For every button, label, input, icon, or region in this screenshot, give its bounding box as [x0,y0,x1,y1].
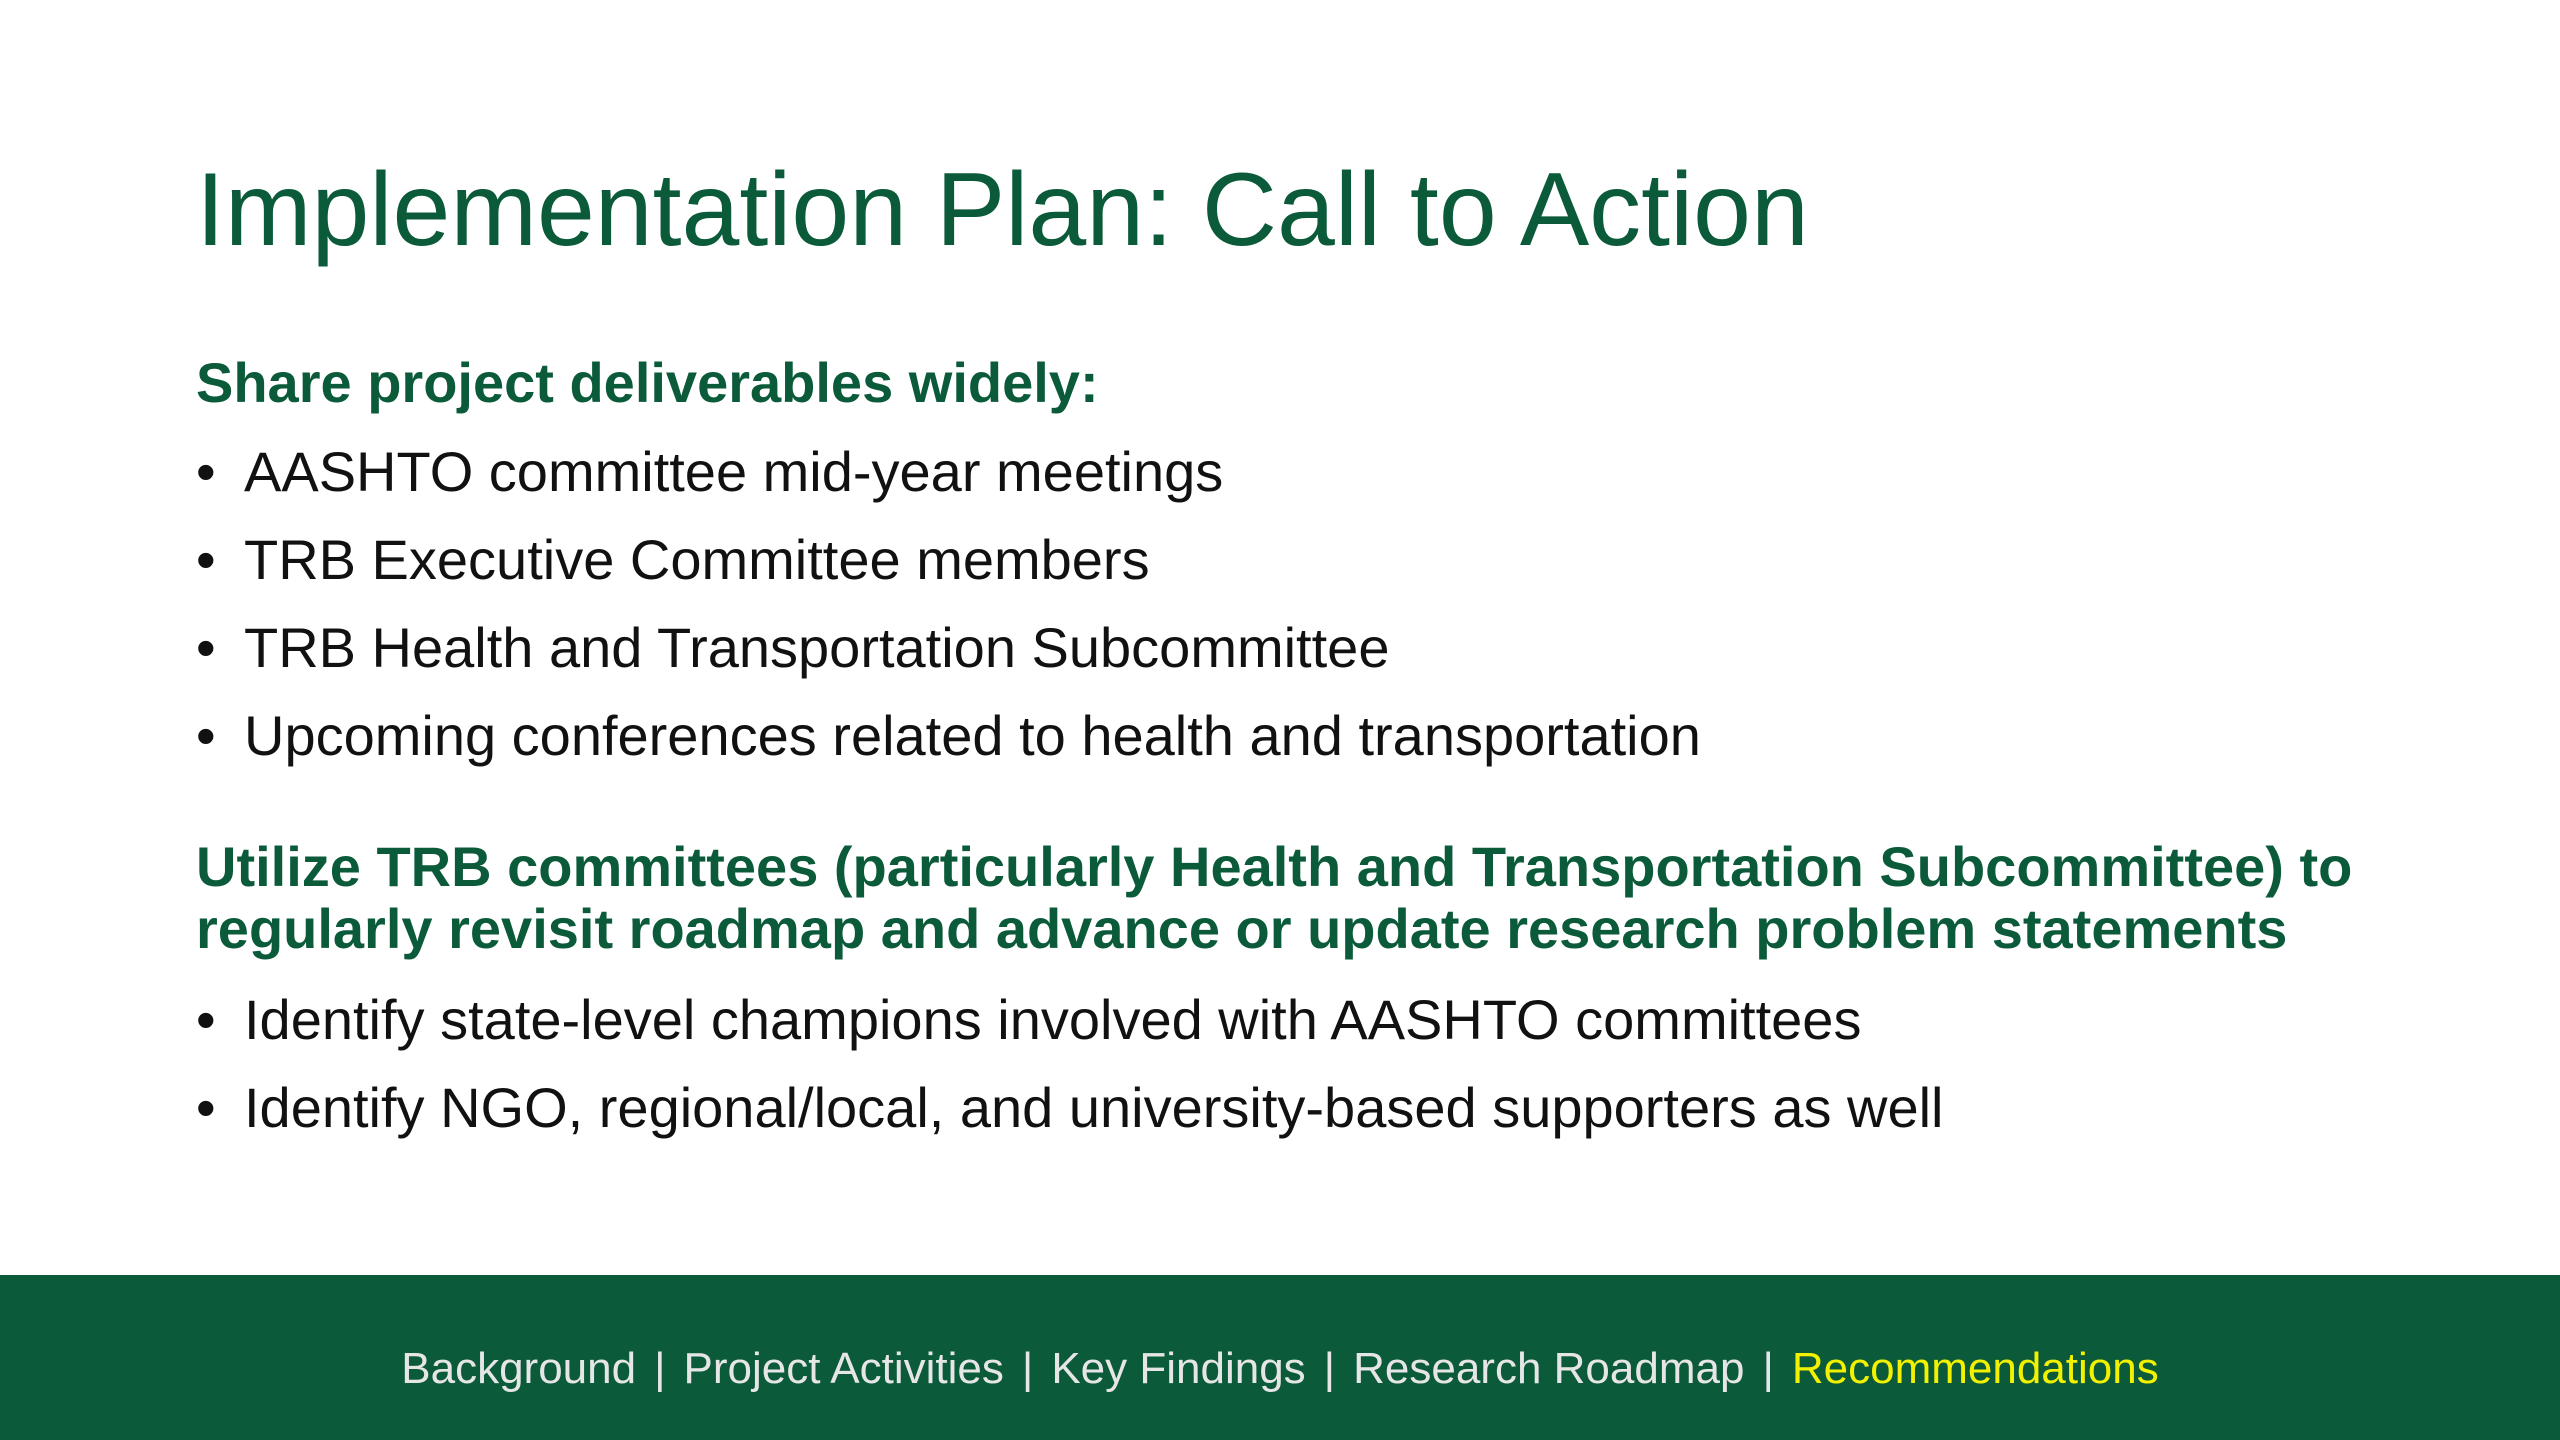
bullet-icon: • [196,440,216,503]
bullet-icon: • [196,528,216,591]
section-heading-line: regularly revisit roadmap and advance or update research problem statements [196,897,2288,960]
bullet-text: TRB Health and Transportation Subcommittee [244,616,1390,679]
section-heading-share: Share project deliverables widely: [196,351,1099,414]
bullet-icon: • [196,704,216,767]
bullet-item [196,976,2396,1064]
bullet-item [196,516,2396,604]
bullet-icon: • [196,616,216,679]
footer-bar [0,1275,2560,1440]
nav-link-background[interactable]: Background [401,1343,637,1393]
nav-link-key-findings[interactable]: Key Findings [1051,1343,1306,1393]
bullet-text: Upcoming conferences related to health and transportation [244,704,1701,767]
nav-separator: | [1323,1343,1336,1393]
bullet-list-utilize [196,976,2396,1152]
slide-title: Implementation Plan: Call to Action [196,152,1809,268]
nav-link-project-activities[interactable]: Project Activities [683,1343,1004,1393]
nav-link-recommendations[interactable]: Recommendations [1791,1343,2159,1393]
bullet-text: TRB Executive Committee members [244,528,1150,591]
nav-separator: | [1021,1343,1034,1393]
bullet-list-share [196,428,2396,780]
section-heading-utilize [196,836,2396,960]
bullet-icon: • [196,988,216,1051]
footer-nav [0,1275,2560,1440]
bullet-text: Identify NGO, regional/local, and university-based supporters as well [244,1076,1944,1139]
bullet-text: AASHTO committee mid-year meetings [244,440,1224,503]
bullet-item [196,428,2396,516]
slide-content [196,352,2396,1152]
bullet-item [196,604,2396,692]
nav-link-research-roadmap[interactable]: Research Roadmap [1353,1343,1745,1393]
bullet-item [196,692,2396,780]
bullet-item [196,1064,2396,1152]
section-heading-line: Utilize TRB committees (particularly Health and Transportation Subcommittee) to [196,835,2353,898]
bullet-icon: • [196,1076,216,1139]
nav-separator: | [1762,1343,1774,1393]
nav-separator: | [654,1343,666,1393]
bullet-text: Identify state-level champions involved with AASHTO committees [244,988,1862,1051]
